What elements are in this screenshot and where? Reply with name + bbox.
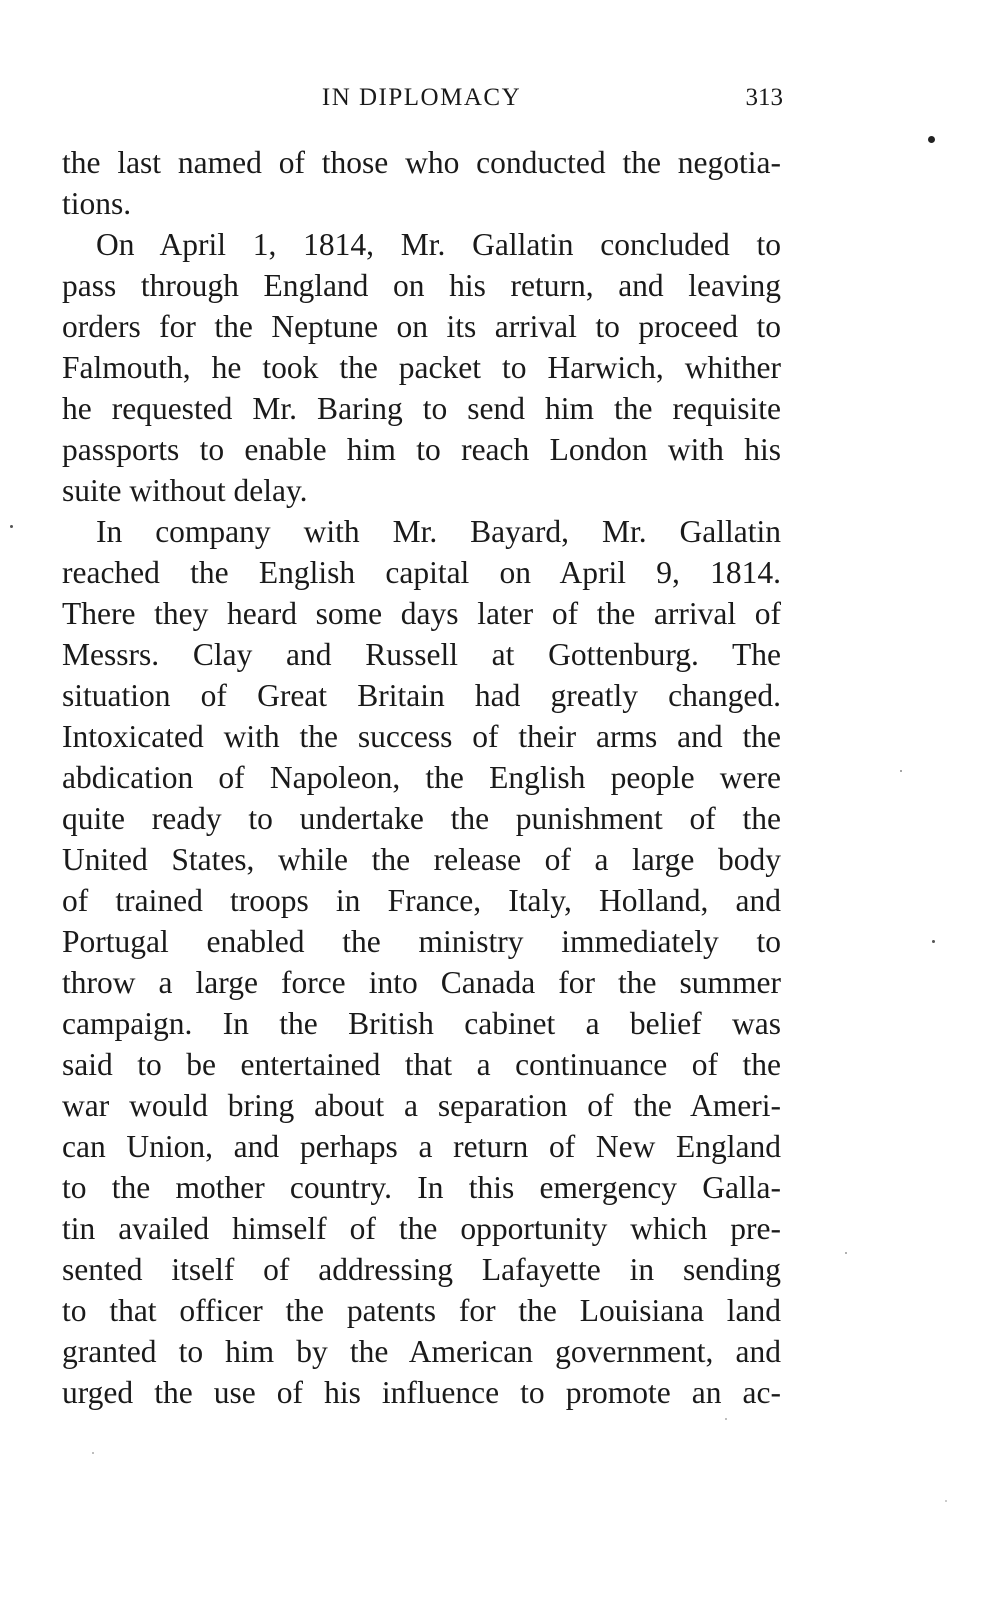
text-line: to that officer the patents for the Louisiana land [62,1293,781,1328]
text-line: United States, while the release of a large body [62,842,781,877]
scan-speck [725,1418,727,1420]
text-line: war would bring about a separation of the Ameri- [62,1088,781,1123]
text-line: sented itself of addressing Lafayette in sending [62,1252,781,1287]
text-line: passports to enable him to reach London with his [62,432,781,467]
text-line: suite without delay. [62,473,308,508]
text-line: abdication of Napoleon, the English people were [62,760,781,795]
scan-speck [900,770,902,772]
running-title: IN DIPLOMACY [321,84,522,111]
text-line: the last named of those who conducted the negotia- [62,145,781,180]
text-line: urged the use of his influence to promote an ac- [62,1375,781,1410]
scan-speck [92,1452,94,1454]
text-line: granted to him by the American government, and [62,1334,781,1369]
text-line: In company with Mr. Bayard, Mr. Gallatin [96,514,781,549]
text-line: he requested Mr. Baring to send him the requisite [62,391,781,426]
text-line: Portugal enabled the ministry immediately to [62,924,781,959]
scan-speck [10,525,13,528]
text-line: to the mother country. In this emergency Galla- [62,1170,781,1205]
text-line: of trained troops in France, Italy, Holland, and [62,883,781,918]
scan-speck [932,940,935,943]
text-line: can Union, and perhaps a return of New England [62,1129,781,1164]
text-line: campaign. In the British cabinet a belief was [62,1006,781,1041]
text-line: Messrs. Clay and Russell at Gottenburg. The [62,637,781,672]
text-line: reached the English capital on April 9, 1814. [62,555,781,590]
text-line: tions. [62,186,132,221]
text-line: tin availed himself of the opportunity which pre- [62,1211,781,1246]
scan-speck [928,136,935,143]
text-line: orders for the Neptune on its arrival to proceed to [62,309,781,344]
scan-speck [945,1500,947,1502]
text-line: There they heard some days later of the arrival of [62,596,781,631]
text-line: said to be entertained that a continuance of the [62,1047,781,1082]
scan-speck [845,1252,847,1254]
running-head [60,84,783,124]
text-line: pass through England on his return, and leaving [62,268,781,303]
page-number: 313 [745,84,783,111]
text-line: quite ready to undertake the punishment of the [62,801,781,836]
body-text [62,142,781,1413]
text-line: throw a large force into Canada for the summer [62,965,781,1000]
text-line: On April 1, 1814, Mr. Gallatin concluded to [96,227,781,262]
text-line: Falmouth, he took the packet to Harwich, whither [62,350,781,385]
text-line: situation of Great Britain had greatly changed. [62,678,781,713]
text-line: Intoxicated with the success of their arms and the [62,719,781,754]
